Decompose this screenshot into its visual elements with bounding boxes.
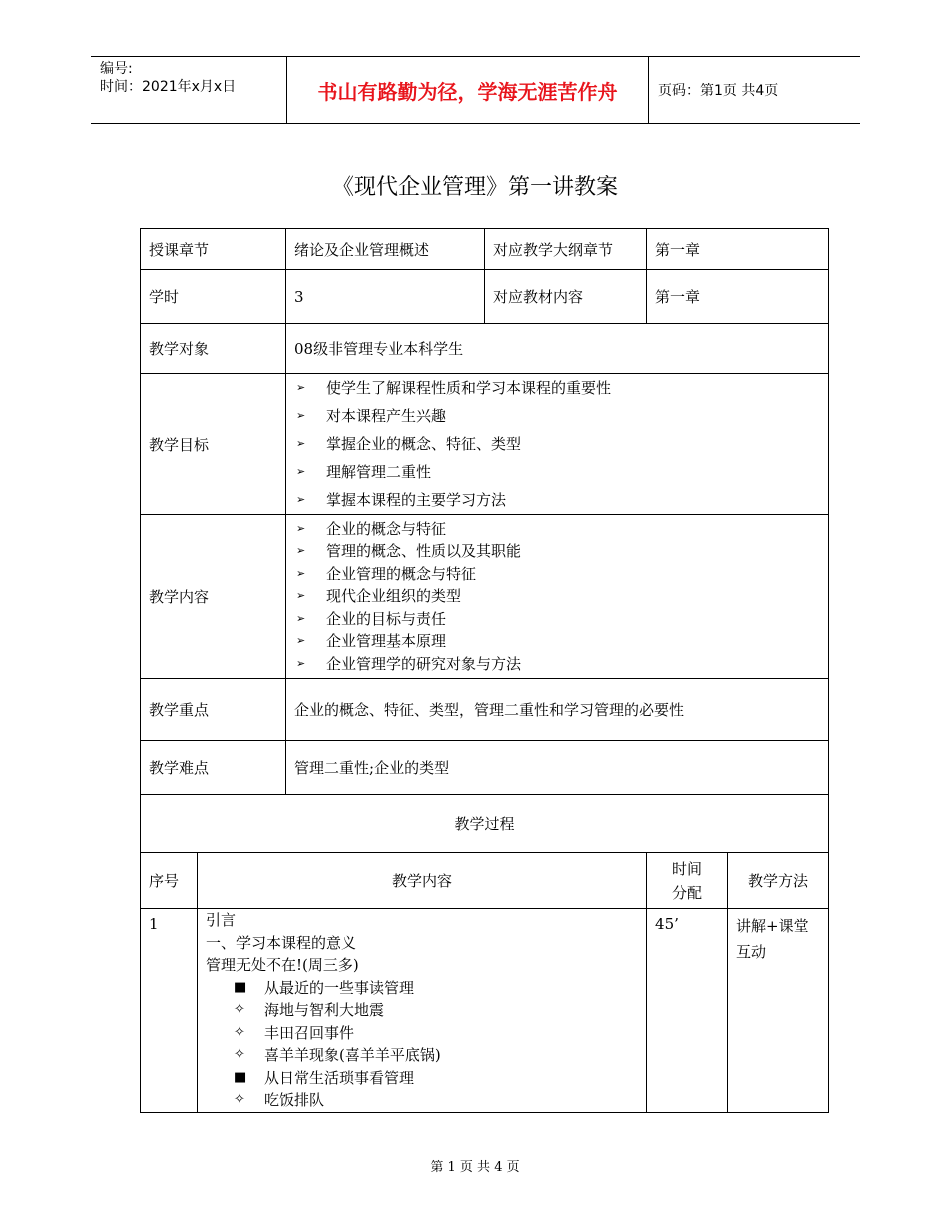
syllabus-label: 对应教学大纲章节: [485, 229, 647, 270]
audience-label: 教学对象: [141, 324, 286, 374]
arrow-bullet-icon: ➢: [296, 611, 306, 625]
subsection-line: 管理无处不在!(周三多): [206, 956, 359, 974]
hours-value: 3: [286, 270, 485, 324]
hours-label: 学时: [141, 270, 286, 324]
chapter-label: 授课章节: [141, 229, 286, 270]
square-bullet-icon: ■: [234, 1069, 247, 1085]
square-bullet-icon: ■: [234, 979, 247, 995]
list-item: ✧ 丰田召回事件: [206, 1022, 638, 1045]
page-info: 页码：第1页 共4页: [658, 83, 779, 99]
arrow-bullet-icon: ➢: [296, 465, 306, 478]
arrow-bullet-icon: ➢: [296, 656, 306, 670]
row-goals: [141, 374, 829, 515]
page-footer: 第 1 页 共 4 页: [430, 1160, 520, 1175]
row-method: 讲解+课堂互动: [728, 909, 829, 1113]
page-header: [91, 56, 860, 124]
row-hours: [141, 270, 829, 324]
process-title: 教学过程: [141, 795, 829, 853]
arrow-bullet-icon: ➢: [296, 634, 306, 648]
row-process-title: [141, 795, 829, 853]
list-item: ➢ 使学生了解课程性质和学习本课程的重要性: [296, 374, 820, 402]
arrow-bullet-icon: ➢: [296, 381, 306, 394]
time-label: 时间：2021年x月x日: [100, 79, 237, 95]
arrow-bullet-icon: ➢: [296, 521, 306, 535]
list-item: ➢ 掌握本课程的主要学习方法: [296, 486, 820, 514]
key-value: 企业的概念、特征、类型，管理二重性和学习管理的必要性: [286, 679, 829, 741]
list-item: ➢ 企业的目标与责任: [296, 608, 820, 631]
table-row: [141, 909, 829, 1113]
content-label: 教学内容: [141, 515, 286, 679]
audience-value: 08级非管理专业本科学生: [286, 324, 829, 374]
row-key-points: [141, 679, 829, 741]
list-item: ➢ 掌握企业的概念、特征、类型: [296, 430, 820, 458]
key-label: 教学重点: [141, 679, 286, 741]
lesson-plan-table: [140, 228, 829, 1113]
list-item: ➢ 企业的概念与特征: [296, 518, 820, 541]
header-meta: [100, 60, 236, 96]
col-time-header: 时间 分配: [647, 853, 728, 909]
diamond-bullet-icon: ✧: [234, 1092, 245, 1107]
col-no-header: 序号: [141, 853, 198, 909]
difficulty-value: 管理二重性;企业的类型: [286, 741, 829, 795]
list-item: ✧ 吃饭排队: [206, 1089, 638, 1112]
row-audience: [141, 324, 829, 374]
motto: 书山有路勤为径，学海无涯苦作舟: [286, 57, 649, 123]
document-title: 《现代企业管理》第一讲教案: [331, 175, 618, 200]
process-header-row: [141, 853, 829, 909]
list-item: ➢ 理解管理二重性: [296, 458, 820, 486]
arrow-bullet-icon: ➢: [296, 544, 306, 558]
row-difficulty: [141, 741, 829, 795]
list-item: ■ 从最近的一些事读管理: [206, 977, 638, 1000]
goals-label: 教学目标: [141, 374, 286, 515]
list-item: ➢ 现代企业组织的类型: [296, 585, 820, 608]
diamond-bullet-icon: ✧: [234, 1002, 245, 1017]
diamond-bullet-icon: ✧: [234, 1024, 245, 1040]
list-item: ■ 从日常生活琐事看管理: [206, 1067, 638, 1090]
list-item: ➢ 企业管理学的研究对象与方法: [296, 653, 820, 676]
row-time: 45’: [647, 909, 728, 1113]
section-line: 一、学习本课程的意义: [206, 933, 357, 952]
row-content: [198, 909, 647, 1113]
row-chapter: [141, 229, 829, 270]
row-content: [141, 515, 829, 679]
list-item: ✧ 海地与智利大地震: [206, 999, 638, 1022]
list-item: ➢ 管理的概念、性质以及其职能: [296, 540, 820, 563]
content-cell: [286, 515, 829, 679]
goals-list: [294, 374, 820, 514]
syllabus-value: 第一章: [647, 229, 829, 270]
list-item: ➢ 企业管理基本原理: [296, 630, 820, 653]
diamond-bullet-icon: ✧: [234, 1047, 245, 1062]
arrow-bullet-icon: ➢: [296, 566, 306, 580]
content-list: [294, 518, 820, 676]
list-item: ➢ 对本课程产生兴趣: [296, 402, 820, 430]
textbook-value: 第一章: [647, 270, 829, 324]
difficulty-label: 教学难点: [141, 741, 286, 795]
chapter-value: 绪论及企业管理概述: [286, 229, 485, 270]
row-no: 1: [141, 909, 198, 1113]
textbook-label: 对应教材内容: [485, 270, 647, 324]
arrow-bullet-icon: ➢: [296, 589, 306, 603]
col-content-header: 教学内容: [198, 853, 647, 909]
col-method-header: 教学方法: [728, 853, 829, 909]
list-item: ✧ 喜羊羊现象(喜羊羊平底锅): [206, 1044, 638, 1067]
code-label: 编号:: [100, 61, 133, 77]
arrow-bullet-icon: ➢: [296, 493, 306, 506]
arrow-bullet-icon: ➢: [296, 437, 306, 450]
list-item: ➢ 企业管理的概念与特征: [296, 563, 820, 586]
arrow-bullet-icon: ➢: [296, 409, 306, 422]
intro-line: 引言: [206, 911, 237, 929]
goals-cell: [286, 374, 829, 515]
